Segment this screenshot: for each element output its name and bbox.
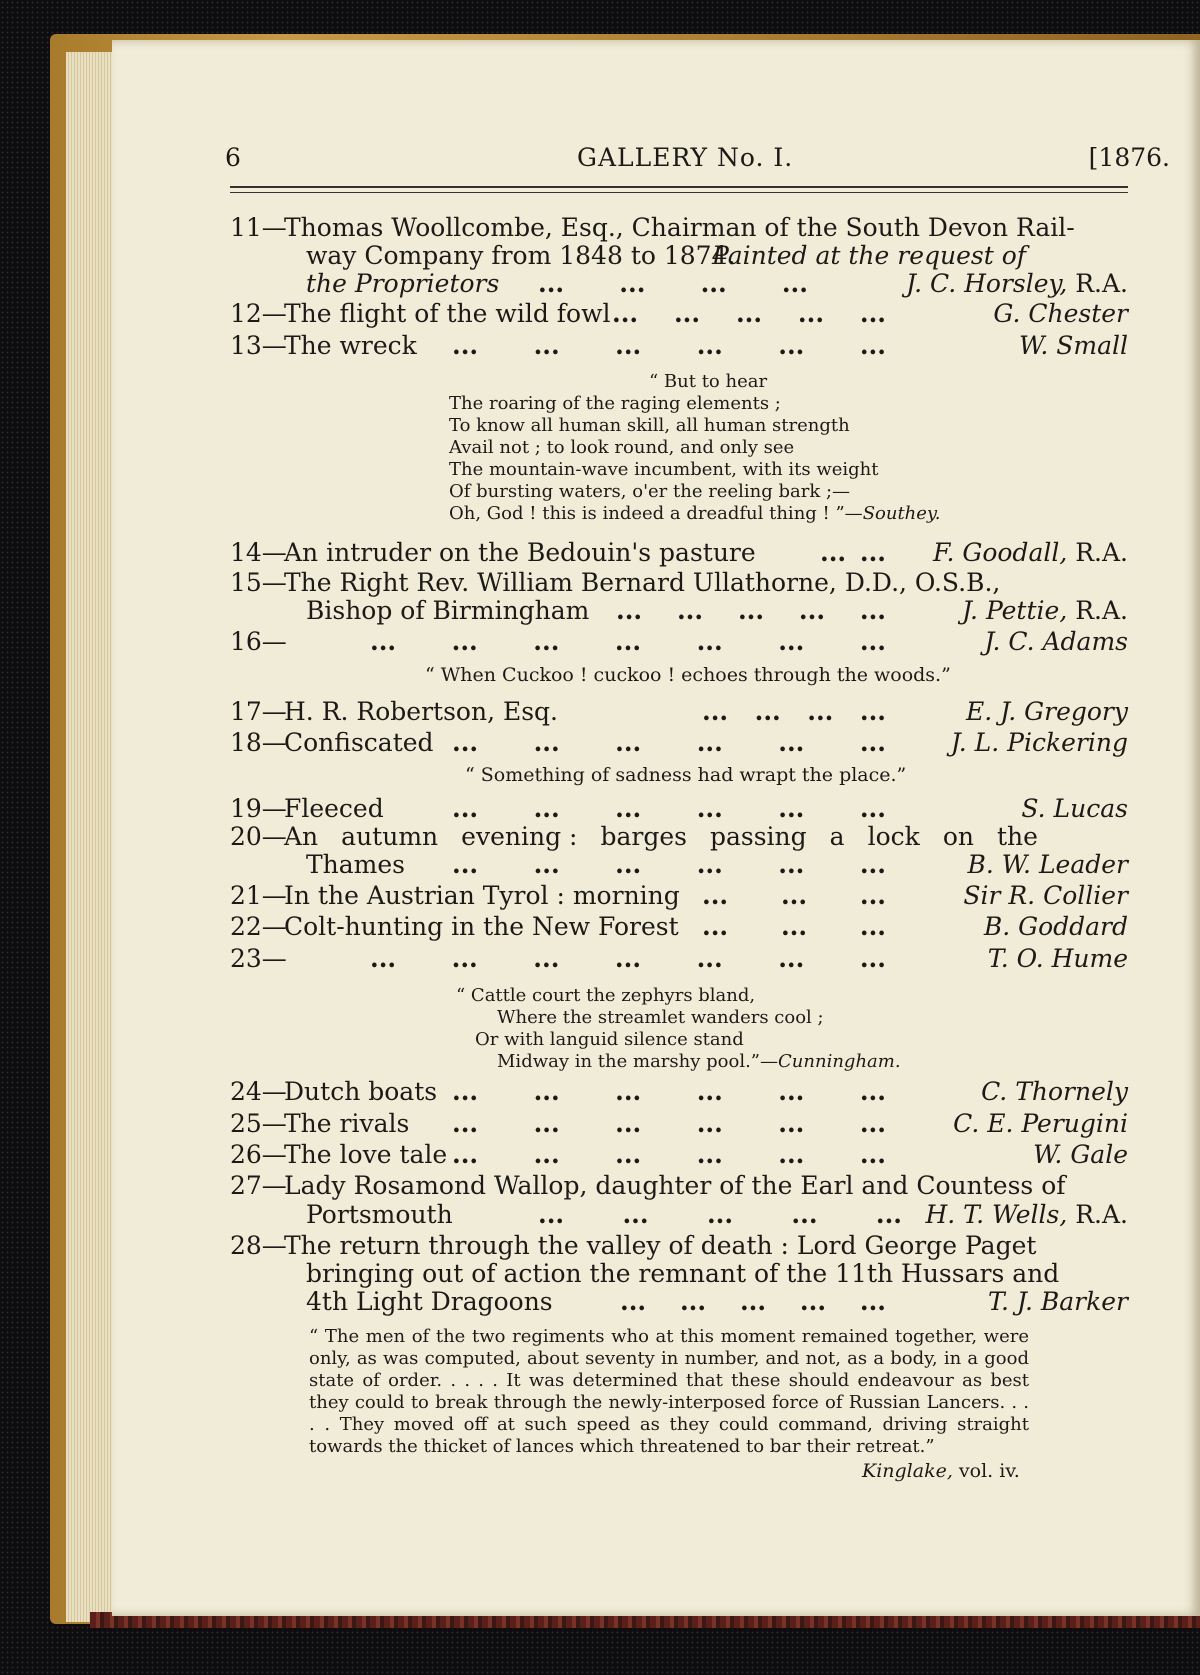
entry-number: 23— (230, 944, 287, 973)
entry-title: In the Austrian Tyrol : morning (284, 881, 680, 910)
entry-number: 22— (230, 912, 287, 941)
artist-name: J. Pettie, R.A. (961, 596, 1128, 625)
artist-name: C. E. Perugini (953, 1109, 1128, 1138)
entry-title: The flight of the wild fowl (284, 299, 611, 328)
quote-line: Or with languid silence stand (475, 1029, 744, 1050)
quote-cuckoo: “ When Cuckoo ! cuckoo ! echoes through the woods.” (425, 664, 951, 686)
entry-title: The love tale (284, 1140, 448, 1169)
leader-dots: ... ... ... (702, 912, 886, 941)
entry-title: Colt-hunting in the New Forest (284, 912, 679, 941)
leader-dots: ... ... (820, 538, 886, 567)
entry-number: 16— (230, 627, 287, 656)
entry-17 (230, 696, 1128, 728)
entry-22 (230, 911, 1128, 943)
entry-number: 20— (230, 822, 287, 851)
quote-author: Cunningham. (778, 1051, 901, 1072)
leader-dots: ... ... ... ... ... ... ... (370, 944, 886, 973)
artist-name: J. C. Horsley, R.A. (906, 269, 1128, 298)
entry-title: H. R. Robertson, Esq. (284, 697, 558, 726)
quote-author: Southey. (862, 503, 941, 524)
entry-20-line2 (230, 849, 1128, 881)
artist-name: B. Goddard (983, 912, 1128, 941)
quote-line: To know all human skill, all human strength (449, 415, 850, 436)
entry-number: 25— (230, 1109, 287, 1138)
page-number: 6 (225, 143, 241, 172)
entry-number: 13— (230, 331, 287, 360)
entry-title: Portsmouth (306, 1200, 453, 1229)
entry-27-line2 (230, 1199, 1128, 1231)
entry-11-line3 (230, 268, 1128, 300)
quote-line: The mountain-wave incumbent, with its weight (449, 459, 879, 480)
leader-dots: ... ... ... ... ... ... (452, 728, 886, 757)
quote-kinglake: “ The men of the two regiments who at this moment remained together, were only, as was computed, about seventy in number, and not, as a body, in a good state of order. . . . . It was determined that these should endeavour as best they could to break through the newly-interposed force of Russian Lancers. . . . . They moved off at such speed as they could command, driving straight towards the thicket of lances which threatened to bar their retreat.” (309, 1326, 1029, 1457)
entry-28-line3 (230, 1286, 1128, 1318)
entry-number: 28— (230, 1231, 287, 1260)
artist-name: C. Thornely (981, 1077, 1128, 1106)
leader-dots: ... ... ... ... ... ... (452, 1077, 886, 1106)
entry-27 (230, 1170, 1128, 1202)
leader-dots: ... ... ... ... ... ... (452, 331, 886, 360)
entry-number: 15— (230, 568, 287, 597)
entry-21 (230, 880, 1128, 912)
entry-number: 26— (230, 1140, 287, 1169)
entry-title: Dutch boats (284, 1077, 438, 1106)
artist-name: F. Goodall, R.A. (933, 538, 1128, 567)
entry-12 (230, 298, 1128, 330)
entry-title: The Right Rev. William Bernard Ullathorne, D.D., O.S.B., (284, 568, 1001, 597)
artist-name: W. Small (1019, 331, 1128, 360)
quote-line: “ Cattle court the zephyrs bland, (456, 985, 756, 1006)
quote-line: Oh, God ! this is indeed a dreadful thing ! ”—Southey. (449, 503, 941, 524)
entry-title: 4th Light Dragoons (306, 1287, 553, 1316)
leader-dots: ... ... ... ... (702, 697, 886, 726)
quote-line: Avail not ; to look round, and only see (449, 437, 795, 458)
artist-name: G. Chester (993, 299, 1128, 328)
quote-source: Kinglake, vol. iv. (862, 1460, 1020, 1482)
artist-name: W. Gale (1033, 1140, 1128, 1169)
entry-23 (230, 943, 1128, 975)
leader-dots: ... ... ... ... ... ... (452, 794, 886, 823)
leader-dots: ... ... ... ... ... (538, 1200, 902, 1229)
quote-line: The roaring of the raging elements ; (449, 393, 781, 414)
entry-13 (230, 330, 1128, 362)
entry-24 (230, 1076, 1128, 1108)
entry-title: The wreck (284, 331, 417, 360)
leader-dots: ... ... ... ... ... ... (452, 1109, 886, 1138)
artist-name: T. J. Barker (988, 1287, 1128, 1316)
entry-note: Painted at the request of (712, 241, 1027, 270)
entry-title: An autumn evening : barges passing a lock on the (284, 822, 1038, 851)
entry-title: bringing out of action the remnant of the 11th Hussars and (306, 1259, 1060, 1288)
entry-15-line2 (230, 595, 1128, 627)
entry-title: Fleeced (284, 794, 384, 823)
entry-title: way Company from 1848 to 1874. (306, 241, 736, 270)
leader-dots: ... ... ... ... ... ... (452, 850, 886, 879)
entry-title: An intruder on the Bedouin's pasture (284, 538, 756, 567)
entry-note: the Proprietors (306, 269, 500, 298)
entry-title: Lady Rosamond Wallop, daughter of the Earl and Countess of (284, 1171, 1066, 1200)
leader-dots: ... ... ... ... ... ... ... (370, 627, 886, 656)
entry-number: 17— (230, 697, 287, 726)
artist-name: T. O. Hume (987, 944, 1128, 973)
entry-25 (230, 1108, 1128, 1140)
catalogue-page (112, 40, 1200, 1616)
quote-line: “ But to hear (649, 371, 768, 392)
artist-name: S. Lucas (1021, 794, 1128, 823)
entry-18 (230, 727, 1128, 759)
artist-name: E. J. Gregory (966, 697, 1128, 726)
entry-title: The rivals (284, 1109, 410, 1138)
artist-name: H. T. Wells, R.A. (925, 1200, 1128, 1229)
artist-name: J. L. Pickering (950, 728, 1128, 757)
quote-line: Of bursting waters, o'er the reeling bark ;— (449, 481, 851, 502)
leader-dots: ... ... ... ... ... ... (452, 1140, 886, 1169)
leader-dots: ... ... ... ... ... (620, 1287, 886, 1316)
entry-title: Thames (306, 850, 406, 879)
header-rule-thin (230, 192, 1128, 193)
entry-number: 21— (230, 881, 287, 910)
entry-14 (230, 537, 1128, 569)
header-rule (230, 186, 1128, 188)
artist-name: Sir R. Collier (963, 881, 1128, 910)
quote-sadness: “ Something of sadness had wrapt the place.” (465, 764, 907, 786)
leader-dots: ... ... ... ... ... (616, 596, 886, 625)
artist-name: B. W. Leader (967, 850, 1128, 879)
entry-number: 14— (230, 538, 287, 567)
quote-line: Where the streamlet wanders cool ; (497, 1007, 824, 1028)
entry-title: The return through the valley of death : Lord George Paget (284, 1231, 1037, 1260)
entry-26 (230, 1139, 1128, 1171)
artist-name: J. C. Adams (984, 627, 1128, 656)
entry-title: Bishop of Birmingham (306, 596, 590, 625)
quote-line: Midway in the marshy pool.”—Cunningham. (497, 1051, 901, 1072)
entry-number: 27— (230, 1171, 287, 1200)
leader-dots: ... ... ... ... (538, 269, 808, 298)
entry-number: 18— (230, 728, 287, 757)
entry-title: Confiscated (284, 728, 434, 757)
leader-dots: ... ... ... (702, 881, 886, 910)
entry-number: 12— (230, 299, 287, 328)
entry-number: 24— (230, 1077, 287, 1106)
entry-number: 19— (230, 794, 287, 823)
entry-title: Thomas Woollcombe, Esq., Chairman of the South Devon Rail- (284, 213, 1075, 242)
page-title: GALLERY No. I. (577, 143, 794, 172)
year-label: [1876. (1088, 143, 1170, 172)
entry-number: 11— (230, 213, 287, 242)
leader-dots: ... ... ... ... ... (612, 299, 886, 328)
entry-16 (230, 626, 1128, 658)
